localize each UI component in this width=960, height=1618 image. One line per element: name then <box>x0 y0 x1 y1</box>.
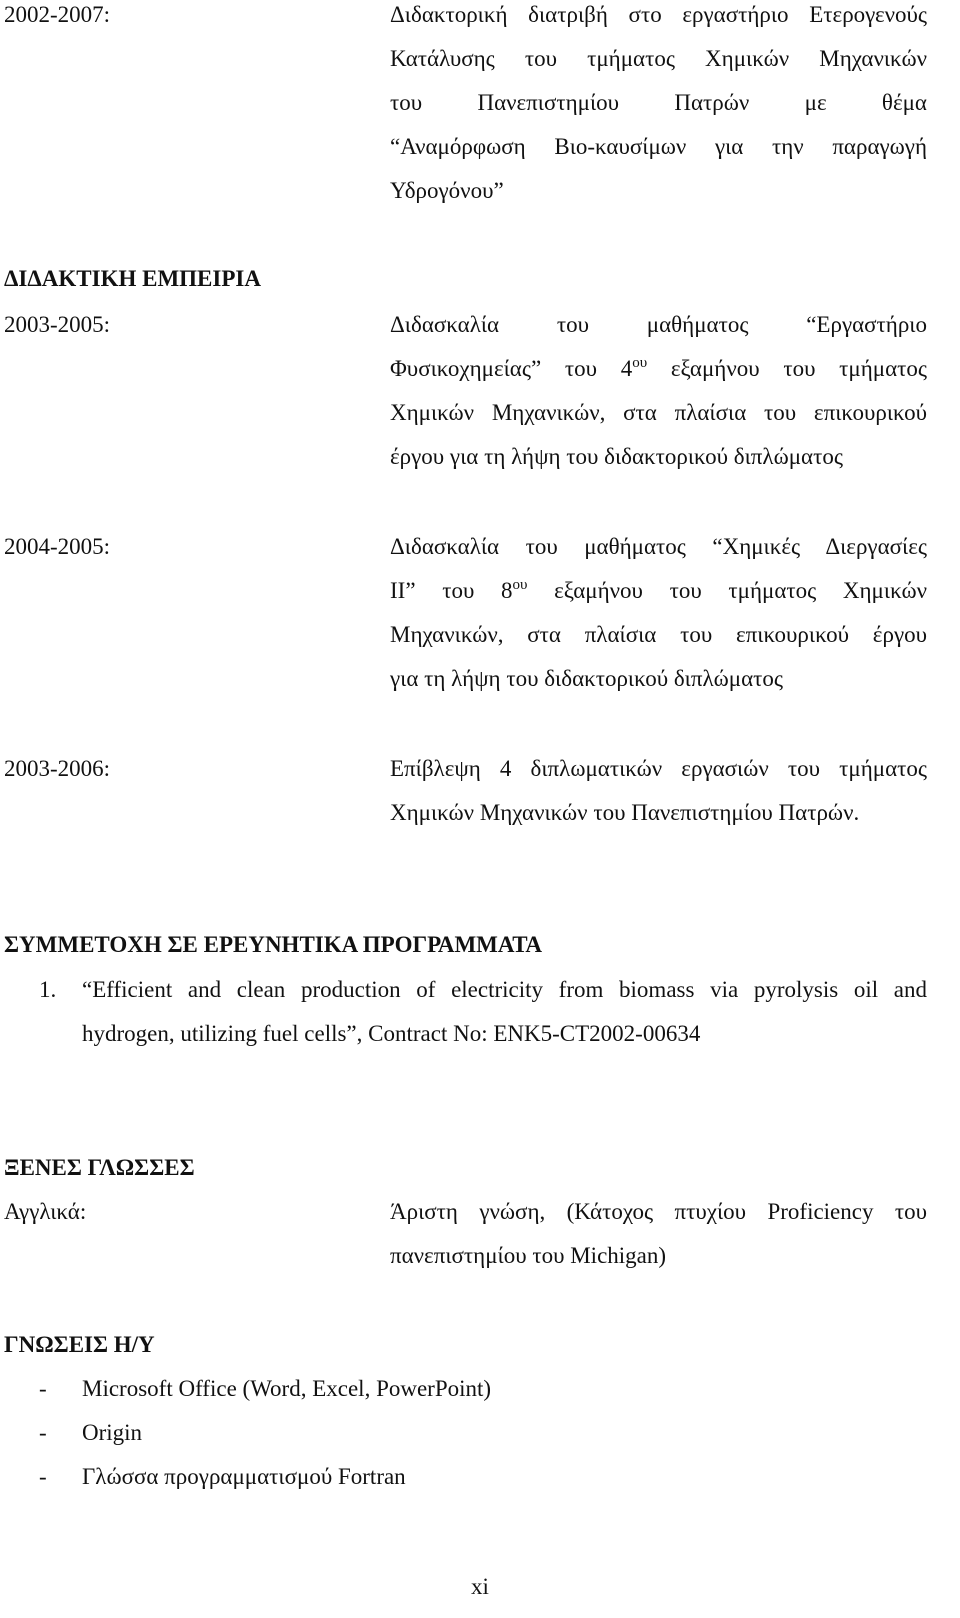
text-run: εξαμήνου του τμήματος <box>647 356 928 381</box>
list-item: Origin <box>82 1420 143 1445</box>
entry-text-line: για τη λήψη του διδακτορικού διπλώματος <box>390 666 783 691</box>
language-text-line: πανεπιστημίου του Michigan) <box>390 1243 667 1268</box>
entry-text-line: του Πανεπιστημίου Πατρών με θέμα <box>390 90 927 115</box>
entry-text-line: Διδασκαλία του μαθήματος “Χημικές Διεργασίες <box>390 534 927 559</box>
superscript: ου <box>632 355 648 371</box>
language-text-line: Άριστη γνώση, (Κάτοχος πτυχίου Proficiency του <box>390 1199 927 1224</box>
entry-text <box>390 532 927 708</box>
section-heading-teaching: ΔΙΔΑΚΤΙΚΗ ΕΜΠΕΙΡΙΑ <box>4 266 261 291</box>
text-run: ΙΙ” του 8 <box>390 578 513 603</box>
section-heading-research: ΣΥΜΜΕΤΟΧΗ ΣΕ ΕΡΕΥΝΗΤΙΚΑ ΠΡΟΓΡΑΜΜΑΤΑ <box>4 932 542 957</box>
entry-text-line <box>390 576 927 620</box>
entry-date: 2003-2005: <box>4 312 111 337</box>
text-run: εξαμήνου του τμήματος Χημικών <box>527 578 927 603</box>
research-item-line: “Efficient and clean production of electricity from biomass via pyrolysis oil and <box>82 977 927 1002</box>
section-heading-computer: ΓΝΩΣΕΙΣ Η/Υ <box>4 1332 155 1357</box>
entry-text-line: Επίβλεψη 4 διπλωματικών εργασιών του τμήματος <box>390 756 927 781</box>
list-bullet: - <box>39 1464 47 1489</box>
text-run: Φυσικοχημείας” του 4 <box>390 356 633 381</box>
superscript: ου <box>512 577 528 593</box>
list-item: Microsoft Office (Word, Excel, PowerPoint) <box>82 1376 492 1401</box>
entry-text <box>390 310 927 486</box>
entry-text-line: Χημικών Μηχανικών, στα πλαίσια του επικουρικού <box>390 400 927 425</box>
entry-date: 2002-2007: <box>4 2 111 27</box>
entry-text-line: Χημικών Μηχανικών του Πανεπιστημίου Πατρών. <box>390 800 860 825</box>
list-bullet: - <box>39 1420 47 1445</box>
language-text <box>390 1197 927 1285</box>
list-number: 1. <box>39 977 57 1002</box>
entry-text-line: “Αναμόρφωση Βιο-καυσίμων για την παραγωγή <box>390 134 927 159</box>
entry-text-line: Μηχανικών, στα πλαίσια του επικουρικού έργου <box>390 622 927 647</box>
entry-text-line: έργου για τη λήψη του διδακτορικού διπλώματος <box>390 444 843 469</box>
research-item <box>82 975 927 1063</box>
list-item: Γλώσσα προγραμματισμού Fortran <box>82 1464 406 1489</box>
list-bullet: - <box>39 1376 47 1401</box>
entry-text-line <box>390 354 927 398</box>
language-label: Αγγλικά: <box>4 1199 87 1224</box>
section-heading-languages: ΞΕΝΕΣ ΓΛΩΣΣΕΣ <box>4 1155 195 1180</box>
entry-text-line: Διδασκαλία του μαθήματος “Εργαστήριο <box>390 312 927 337</box>
entry-text-line: Διδακτορική διατριβή στο εργαστήριο Ετερογενούς <box>390 2 927 27</box>
entry-text-line: Κατάλυσης του τμήματος Χημικών Μηχανικών <box>390 46 927 71</box>
entry-text <box>390 0 927 220</box>
page-number: xi <box>471 1574 489 1599</box>
entry-date: 2004-2005: <box>4 534 111 559</box>
entry-text-line: Υδρογόνου” <box>390 178 504 203</box>
entry-date: 2003-2006: <box>4 756 111 781</box>
entry-text <box>390 754 927 842</box>
research-item-line: hydrogen, utilizing fuel cells”, Contract No: ENK5-CT2002-00634 <box>82 1021 701 1046</box>
